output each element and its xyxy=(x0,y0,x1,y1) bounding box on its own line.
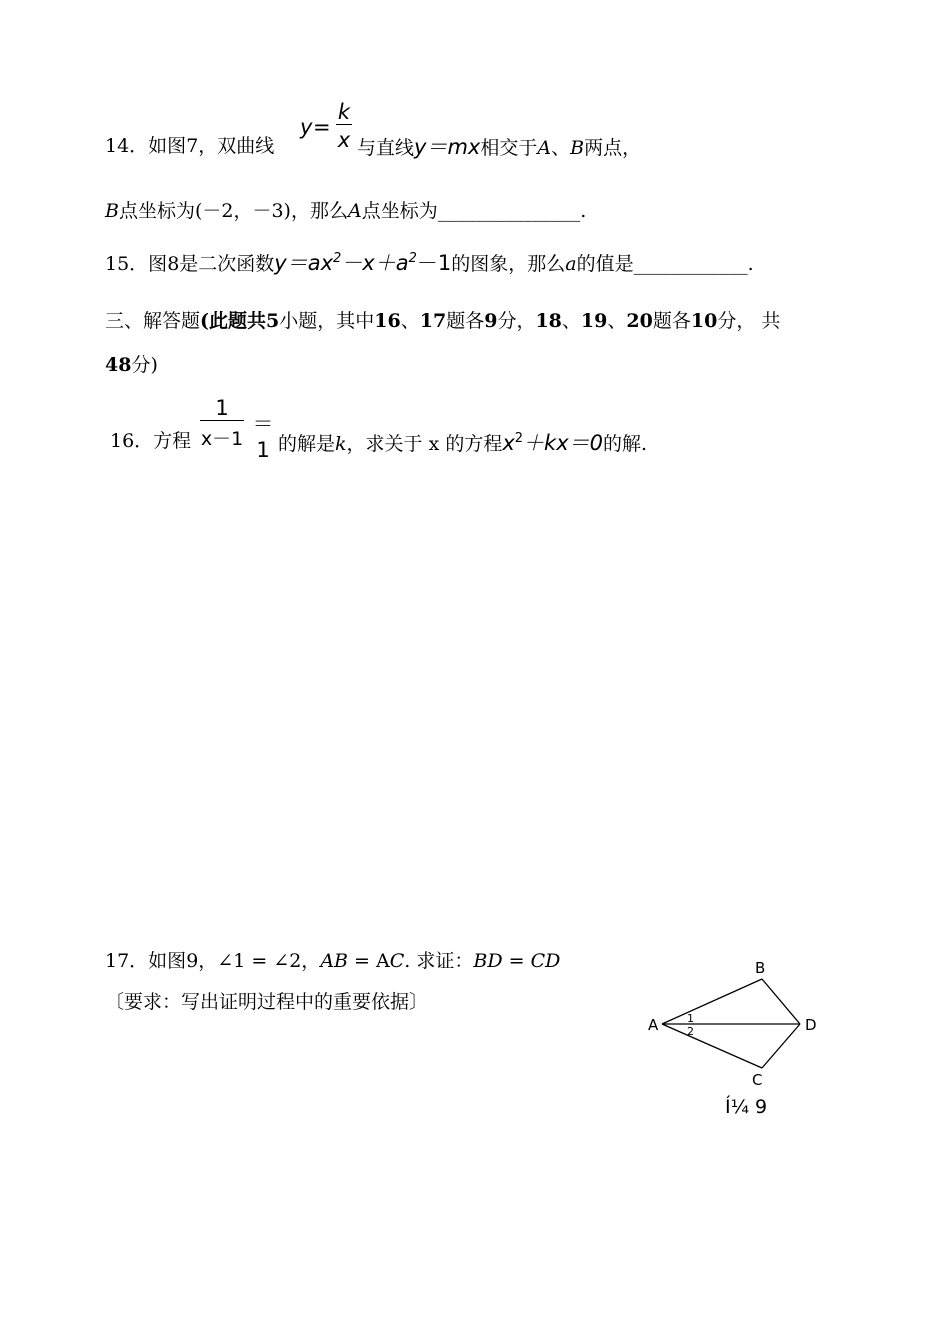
label-D: D xyxy=(805,1016,817,1034)
q17-line1: 17．如图9，∠1 = ∠2，AB = AC. 求证：BD = CD xyxy=(105,950,561,972)
figure-caption: Í¼ 9 xyxy=(725,1096,768,1118)
q17-requirement: 〔要求：写出证明过程中的重要依据〕 xyxy=(105,991,429,1013)
segment-AC xyxy=(662,1024,762,1068)
label-B: B xyxy=(755,959,766,977)
q16-line-rest: 的解是k，求关于 x 的方程$x^2+kx=0$的解. xyxy=(278,431,648,455)
figure-9-kite-diagram xyxy=(640,955,840,1125)
segment-AB xyxy=(662,979,762,1024)
section3-heading-line2: 48分) xyxy=(105,354,158,376)
label-C: C xyxy=(752,1071,763,1089)
angle-label-1: 1 xyxy=(687,1012,694,1025)
q16-quadratic-equation: $x^2+kx=0$ xyxy=(502,431,603,455)
segment-CD xyxy=(762,1024,800,1068)
q14-line1: 14．如图7，双曲线 xyxy=(105,135,275,157)
angle-label-2: 2 xyxy=(687,1025,694,1038)
section3-heading-line1: 三、解答题(此题共5小题，其中16、17题各9分，18、19、20题各10分， 共 xyxy=(105,310,781,332)
q15-quadratic-formula: $y=ax^2-x+a^2-1$ xyxy=(274,251,452,275)
segment-BD xyxy=(762,979,800,1024)
label-A: A xyxy=(648,1016,659,1034)
q15-line: 15．图8是二次函数$y=ax^2-x+a^2-1$的图象，那么a的值是____________. xyxy=(105,251,754,275)
q14-line2: B点坐标为(－2，－3)，那么A点坐标为_______________. xyxy=(105,200,587,222)
q14-line-formula: y＝mx xyxy=(414,135,481,159)
q16-fraction-equation: 1 x－1 ＝1 xyxy=(200,396,274,462)
q14-line1-rest: 与直线y＝mx相交于A、B两点， xyxy=(357,135,642,159)
q16-line-start: 16．方程 xyxy=(110,430,192,452)
